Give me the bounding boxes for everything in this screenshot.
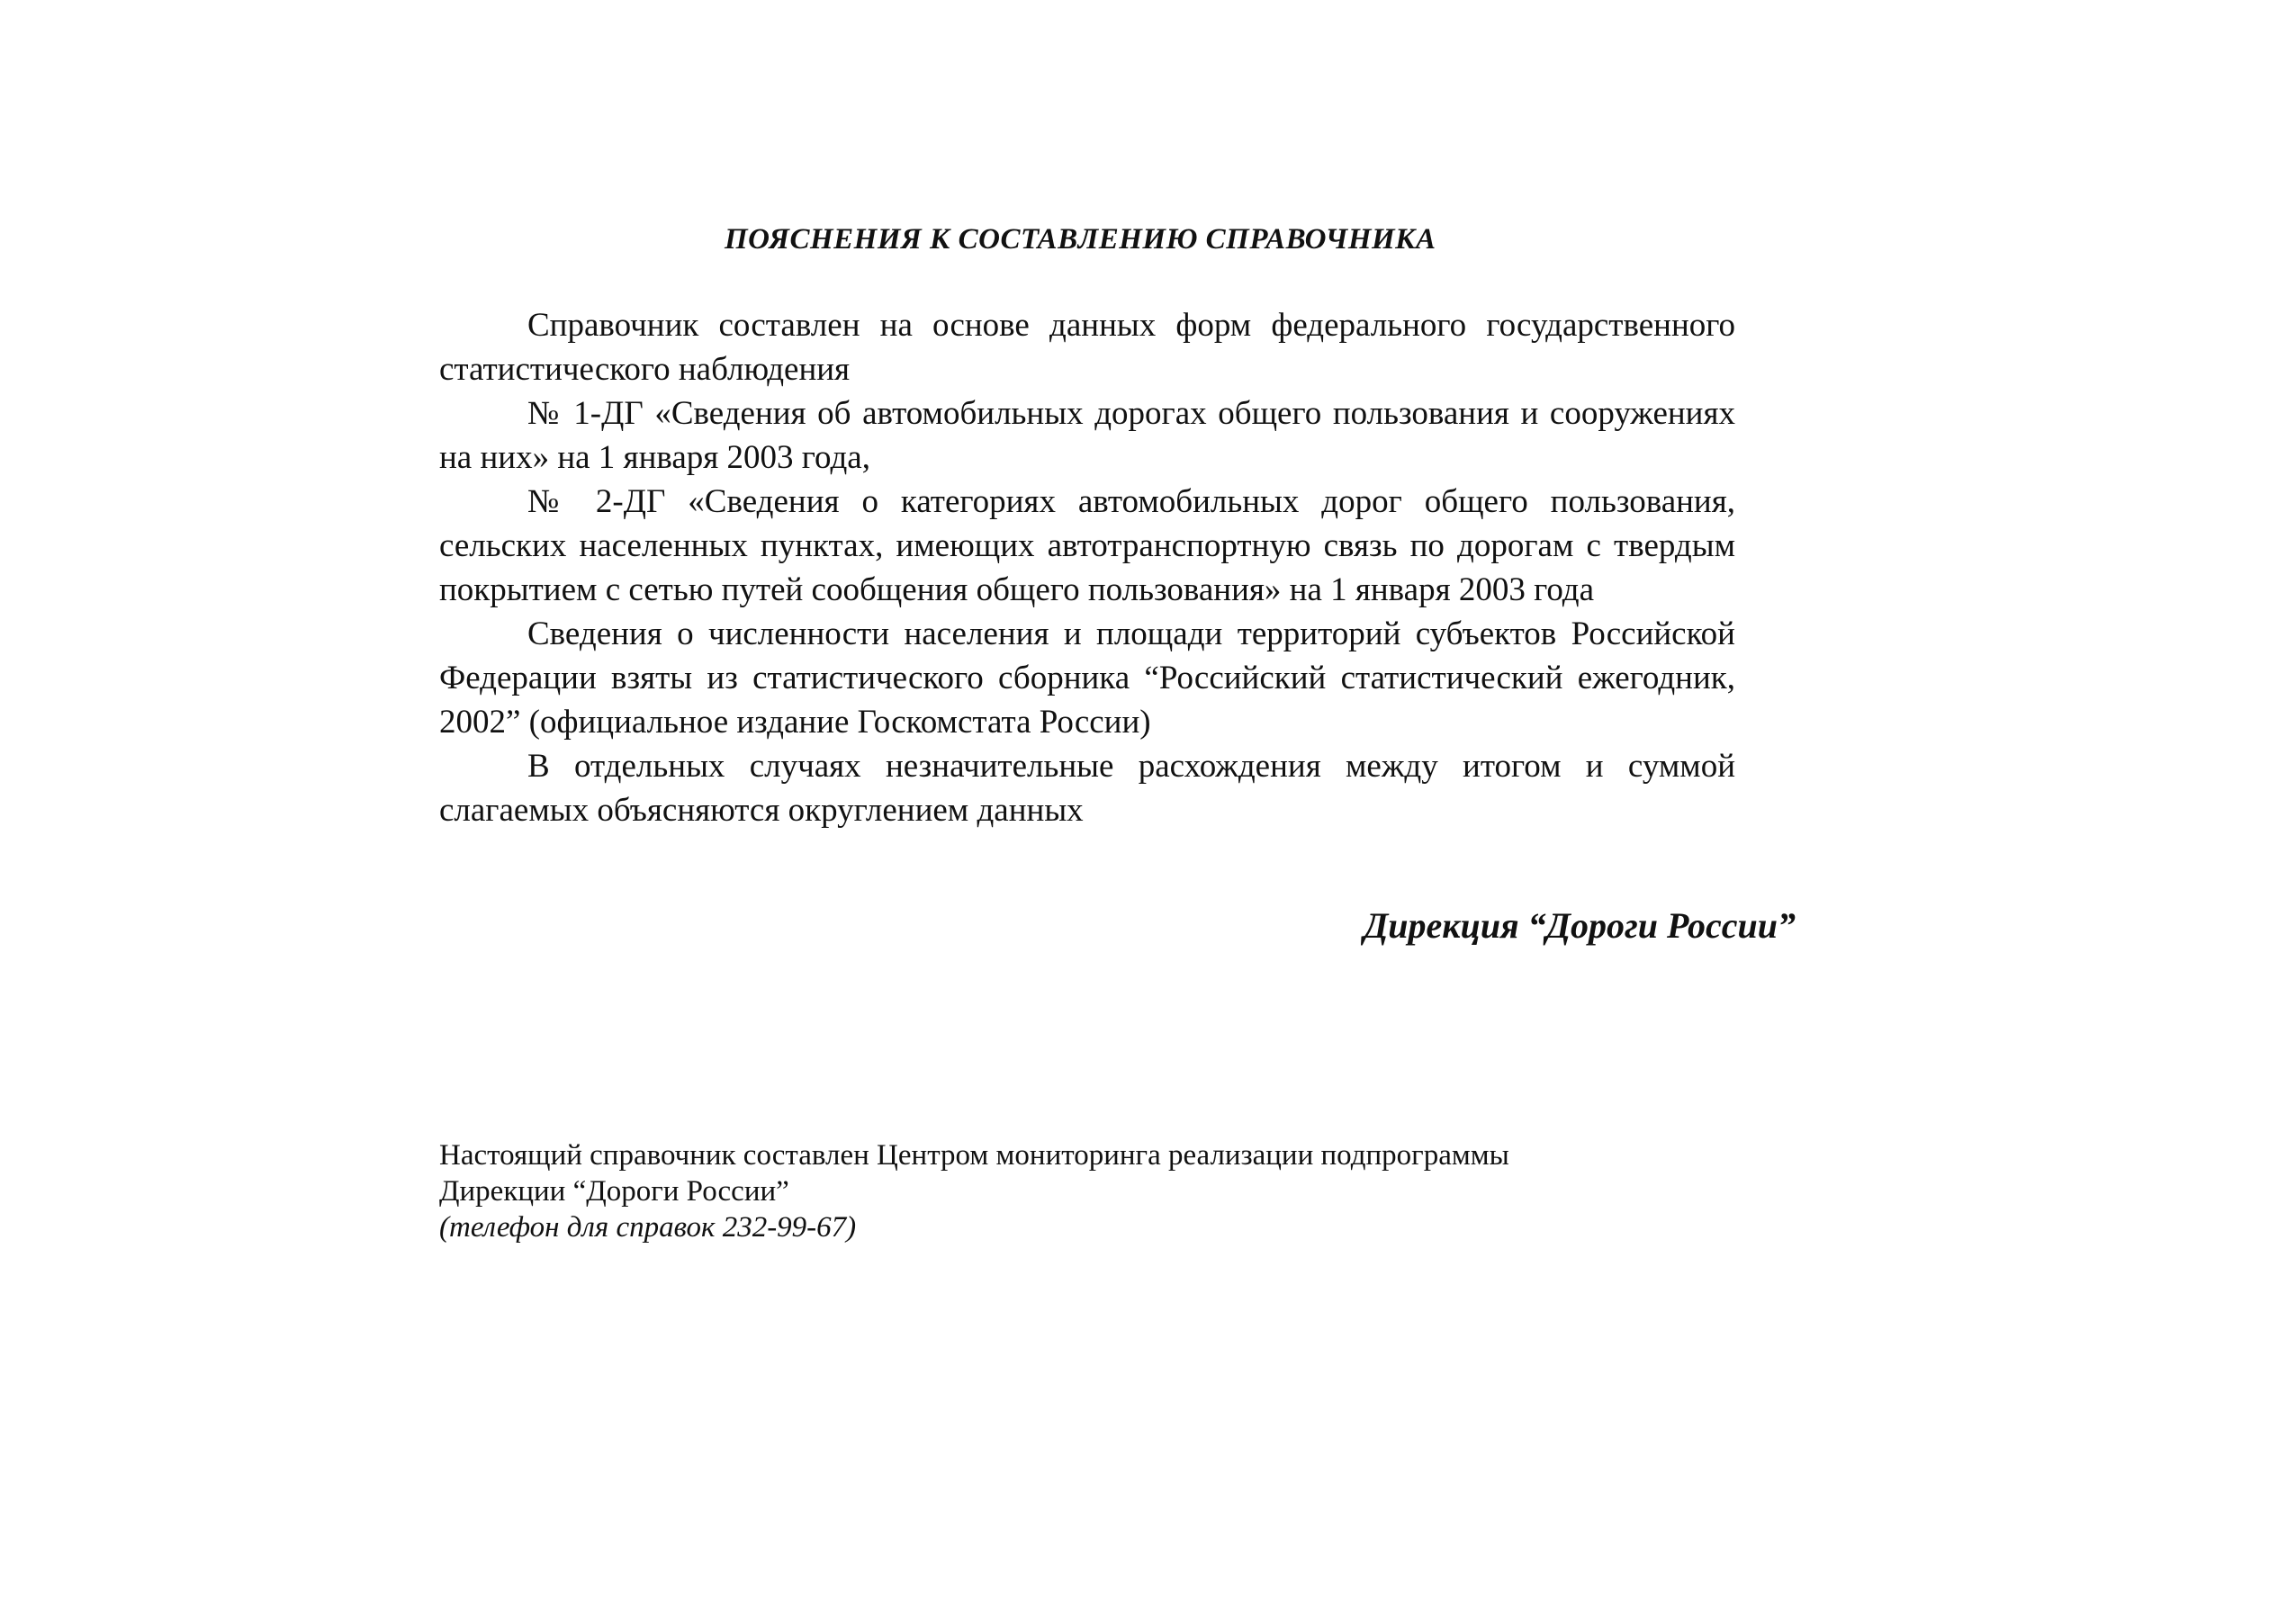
document-body <box>439 303 1735 832</box>
paragraph-form-1dg: № 1-ДГ «Сведения об автомобильных дорогах общего пользования и сооружениях на них» на 1 января 2003 года, <box>439 395 1735 476</box>
footer-line-compiler: Настоящий справочник составлен Центром мониторинга реализации подпрограммы <box>439 1139 1509 1172</box>
footer-note <box>439 1137 1509 1245</box>
paragraph-source-forms: Справочник составлен на основе данных форм федерального государственного статистического наблюдения <box>439 307 1735 388</box>
page-title: ПОЯСНЕНИЯ К СОСТАВЛЕНИЮ СПРАВОЧНИКА <box>725 223 1436 256</box>
footer-line-phone: (телефон для справок 232-99-67) <box>439 1211 857 1244</box>
paragraph-population-source: Сведения о численности населения и площади территорий субъектов Российской Федерации взяты из статистического сборника “Российский статистический ежегодник, 2002” (официальное издание Госкомстата России) <box>439 615 1735 741</box>
signature: Дирекция “Дороги России” <box>1363 905 1796 946</box>
paragraph-rounding-note: В отдельных случаях незначительные расхождения между итогом и суммой слагаемых объясняются округлением данных <box>439 748 1735 829</box>
footer-line-directorate: Дирекции “Дороги России” <box>439 1175 789 1208</box>
paragraph-form-2dg: № 2-ДГ «Сведения о категориях автомобильных дорог общего пользования, сельских населенных пунктах, имеющих автотранспортную связь по дорогам с твердым покрытием с сетью путей сообщения общего пользования» на 1 января 2003 года <box>439 483 1735 608</box>
